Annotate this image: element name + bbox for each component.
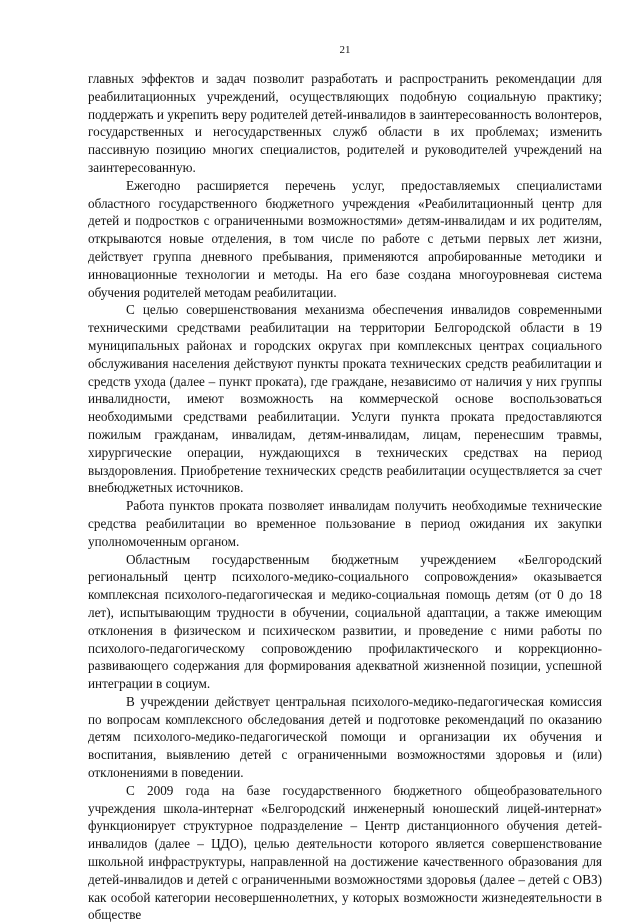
- paragraph-commission: В учреждении действует центральная психолого-медико-педагогическая комиссия по вопросам комплексного обследования детей и подготовке рекомендаций по оказанию детям психолого-медико-педагогической помощи и организации их обучения и воспитания, выявлению детей с ограниченными возможностями здоровья и (или) отклонениями в поведении.: [88, 693, 602, 781]
- paragraph-rental-benefit: Работа пунктов проката позволяет инвалидам получить необходимые технические средства реабилитации во временное пользование в период ожидания их закупки уполномоченным органом.: [88, 498, 602, 549]
- body-text: [88, 70, 602, 924]
- page-number: 21: [339, 44, 351, 56]
- paragraph-continuation: главных эффектов и задач позволит разработать и распространить рекомендации для реабилитационных учреждений, осуществляющих подобную социальную практику; поддержать и укрепить веру родителей детей-инвалидов в заинтересованность волонтеров, государственных и негосударственных служб области в их проблемах; изменить пассивную позицию многих специалистов, родителей и руководителей учреждений на заинтересованную.: [88, 71, 602, 175]
- paragraph-rehab-center: Ежегодно расширяется перечень услуг, предоставляемых специалистами областного государственного бюджетного учреждения «Реабилитационный центр для детей и подростков с ограниченными возможностями» детям-инвалидам и их родителям, открываются новые отделения, в том числе по работе с детьми первых лет жизни, действует группа дневного пребывания, применяются апробированные методики и инновационные технологии и методы. На его базе создана многоуровневая система обучения родителей методам реабилитации.: [88, 177, 602, 300]
- paragraph-rental-points: С целью совершенствования механизма обеспечения инвалидов современными техническими средствами реабилитации на территории Белгородской области в 19 муниципальных районах и городских округах при комплексных центрах социального обслуживания населения действуют пункты проката технических средств реабилитации и средств ухода (далее – пункт проката), где граждане, независимо от наличия у них группы инвалидности, имеют возможность на коммерческой основе воспользоваться необходимыми средствами реабилитации. Услуги пункта проката предоставляются пожилым гражданам, инвалидам, детям-инвалидам, лицам, перенесшим травмы, хирургические операции, нуждающихся в технических средствах на период выздоровления. Приобретение технических средств реабилитации осуществляется за счет внебюджетных источников.: [88, 302, 602, 496]
- paragraph-distance-learning: С 2009 года на базе государственного бюджетного общеобразовательного учреждения школа-интернат «Белгородский инженерный юношеский лицей-интернат» функционирует структурное подразделение – Центр дистанционного обучения детей-инвалидов (далее – ЦДО), целью деятельности которого является совершенствование школьной инфраструктуры, направленной на достижение качественного образования для детей-инвалидов и детей с ограниченными возможностями здоровья (далее – детей с ОВЗ) как особой категории несовершеннолетних, у которых возможности жизнедеятельности в обществе: [88, 782, 602, 923]
- paragraph-support-center: Областным государственным бюджетным учреждением «Белгородский региональный центр психолого-медико-социального сопровождения» оказывается комплексная психолого-педагогическая и медико-социальная помощь детям (от 0 до 18 лет), испытывающим трудности в обучении, социальной адаптации, а также имеющим отклонения в физическом и психическом развитии, и проведение с ними работы по психолого-педагогическому сопровождению профилактического и коррекционно-развивающего содержания для формирования адекватной жизненной позиции, успешной интеграции в социум.: [88, 551, 602, 692]
